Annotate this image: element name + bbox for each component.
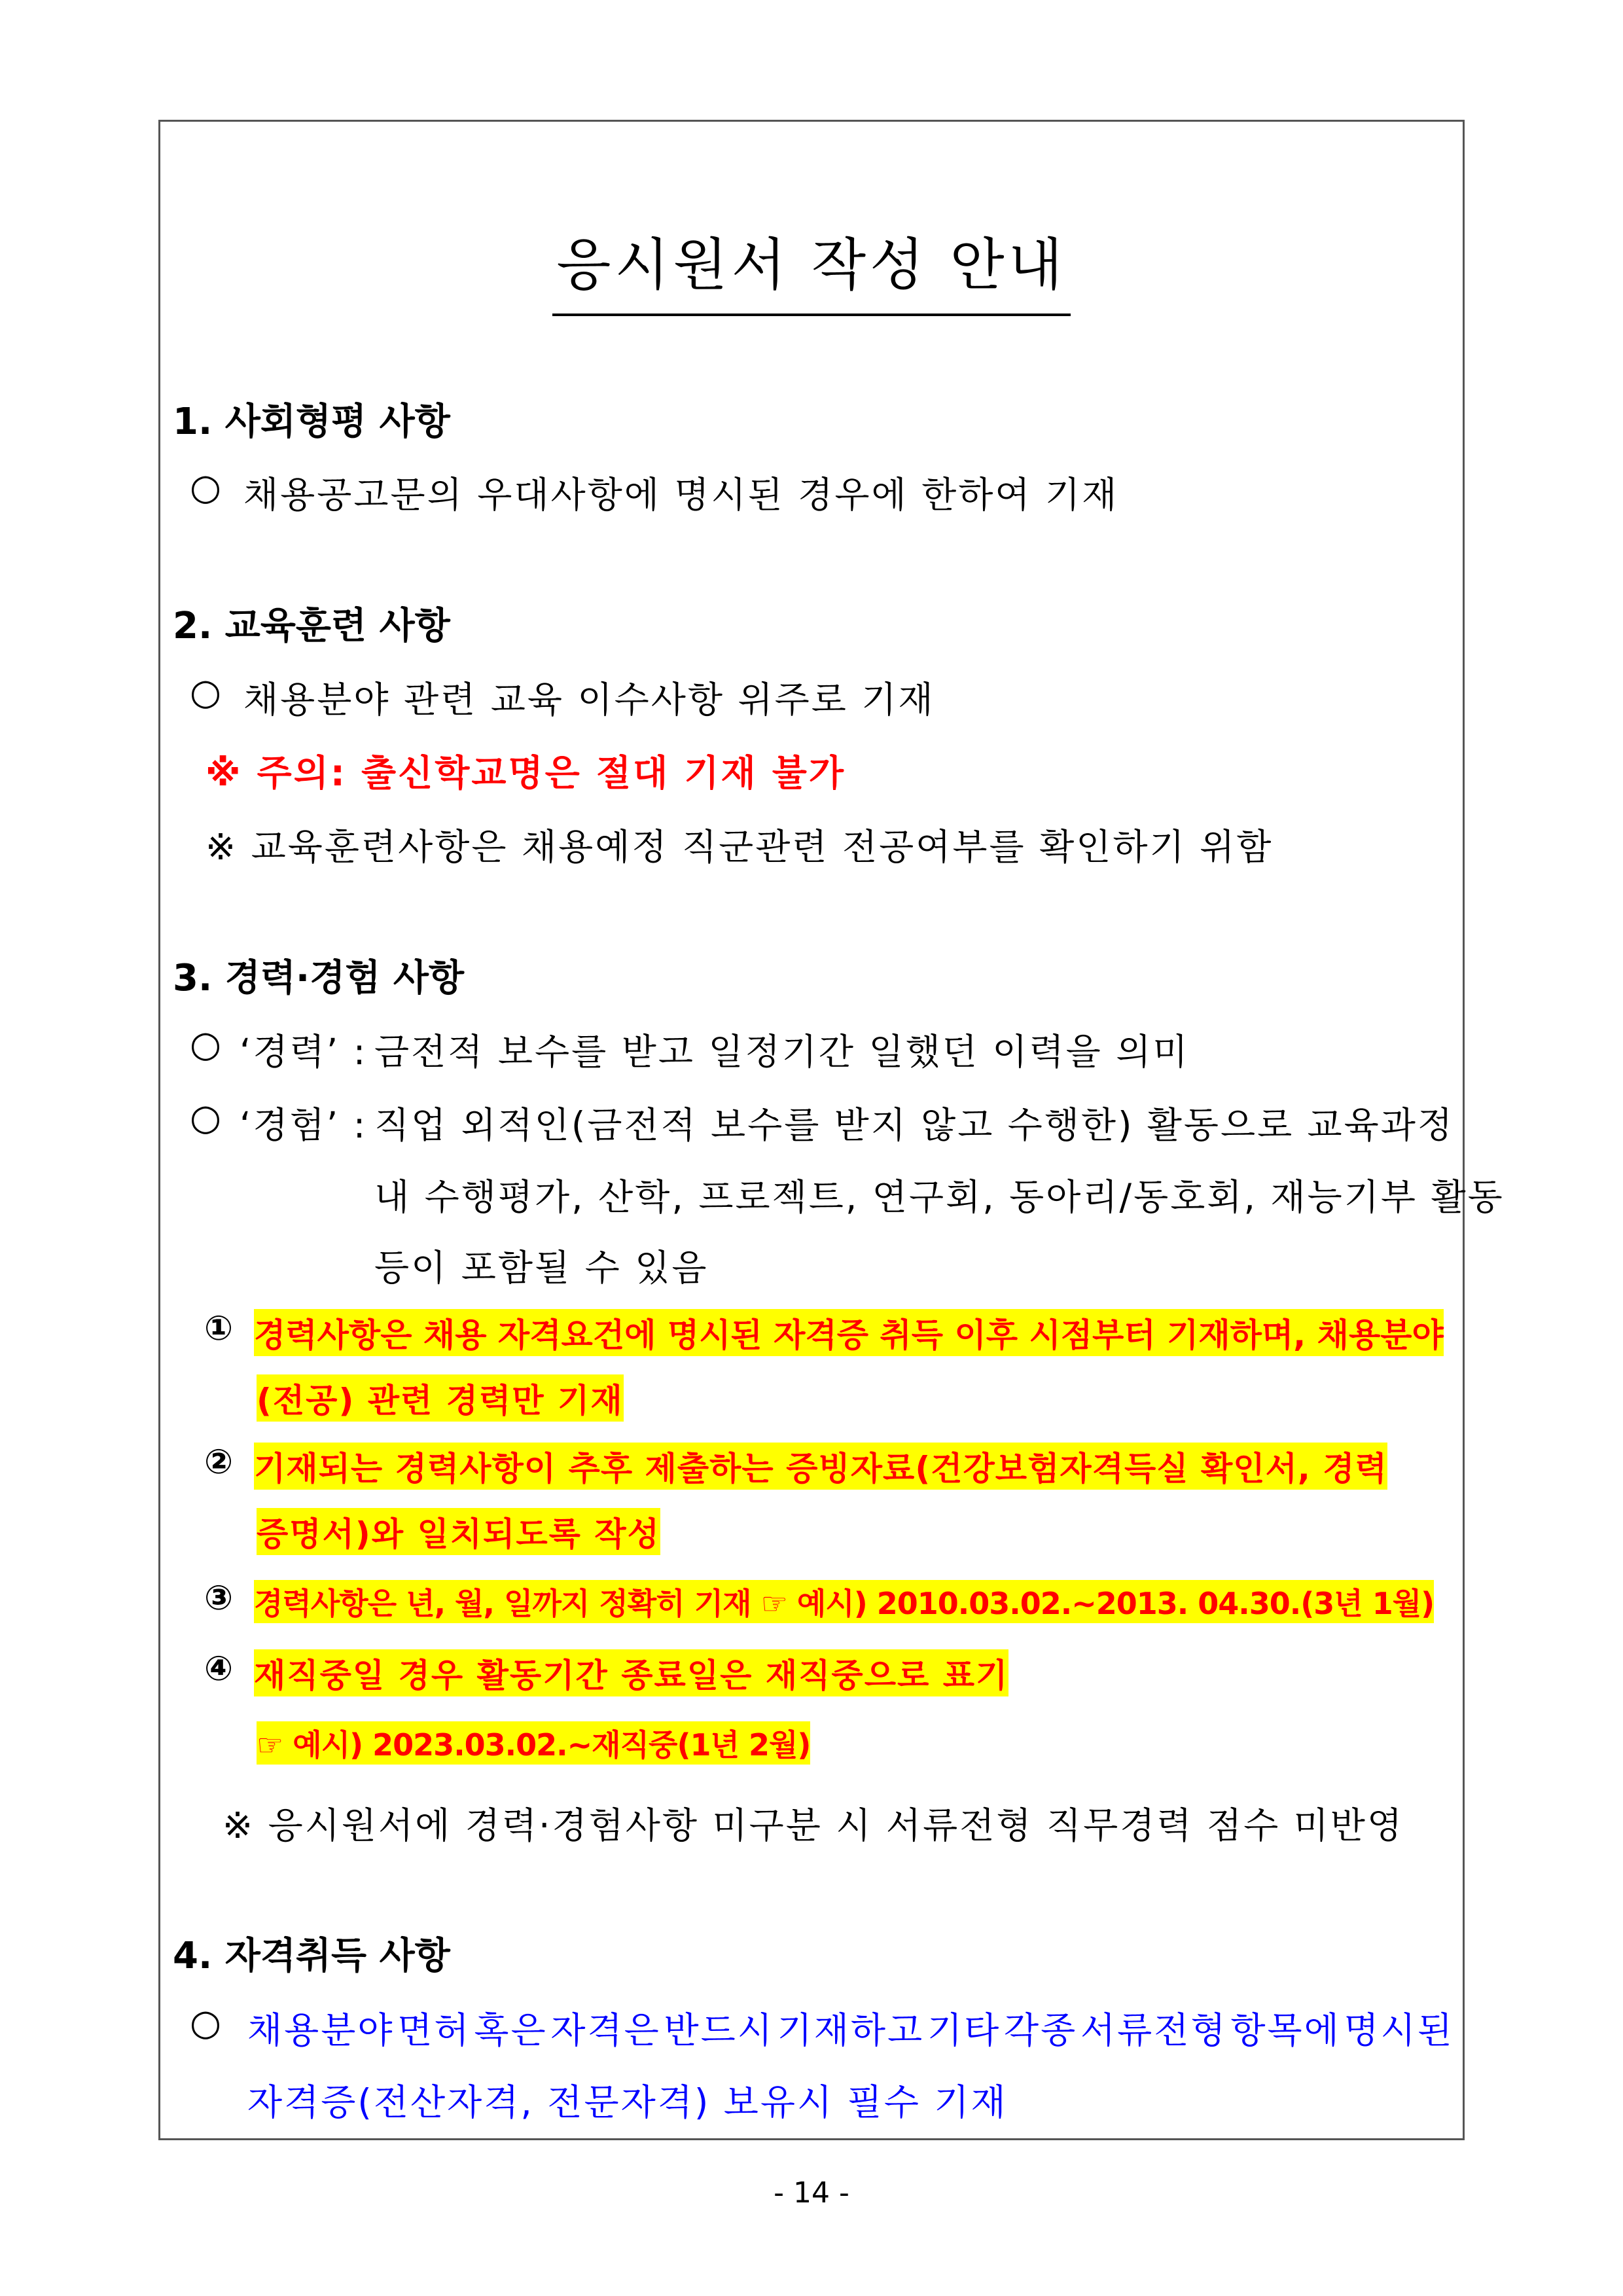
- bullet-icon: ○: [190, 1023, 223, 1065]
- career-rule-2-line-2: 증명서)와 일치되도록 작성: [257, 1508, 660, 1555]
- section-heading-certification: 4. 자격취득 사항: [173, 1935, 450, 1977]
- bullet-icon: ○: [190, 671, 223, 713]
- section-heading-education: 2. 교육훈련 사항: [173, 605, 450, 647]
- certification-line-2: 자격증(전산자격, 전문자격) 보유시 필수 기재: [247, 2081, 1008, 2123]
- experience-definition-line-3: 등이 포함될 수 있음: [374, 1247, 709, 1289]
- certification-line-1: 채용분야 면허 혹은 자격은 반드시 기재하고 기타 각종 서류전형 항목에 명시된: [247, 2009, 1454, 2051]
- item-number-1: ①: [204, 1309, 234, 1348]
- bullet-icon: ○: [190, 466, 223, 508]
- career-rule-1-line-2: (전공) 관련 경력만 기재: [257, 1374, 624, 1422]
- experience-definition-line-1: 직업 외적인(금전적 보수를 받지 않고 수행한) 활동으로 교육과정: [374, 1104, 1454, 1146]
- experience-term: ‘경험’ :: [240, 1104, 368, 1146]
- section-heading-career: 3. 경력·경험 사항: [173, 957, 465, 999]
- career-rule-2-line-1: 기재되는 경력사항이 추후 제출하는 증빙자료(건강보험자격득실 확인서, 경력: [254, 1443, 1387, 1490]
- bullet-icon: ○: [190, 1096, 223, 1138]
- item-number-3: ③: [204, 1579, 234, 1618]
- page-title: 응시원서 작성 안내: [0, 219, 1623, 316]
- page-number: - 14 -: [774, 2176, 849, 2210]
- career-definition: 금전적 보수를 받고 일정기간 일했던 이력을 의미: [374, 1031, 1190, 1073]
- education-line: 채용분야 관련 교육 이수사항 위주로 기재: [243, 679, 935, 721]
- section-heading-social-equity: 1. 사회형평 사항: [173, 401, 450, 443]
- bullet-icon: ○: [190, 2001, 223, 2043]
- item-number-4: ④: [204, 1649, 234, 1689]
- career-term: ‘경력’ :: [240, 1031, 368, 1073]
- experience-definition-line-2: 내 수행평가, 산학, 프로젝트, 연구회, 동아리/동호회, 재능기부 활동: [374, 1176, 1505, 1218]
- career-rule-1-line-1: 경력사항은 채용 자격요건에 명시된 자격증 취득 이후 시점부터 기재하며, 채용분야: [254, 1309, 1444, 1356]
- education-note: ※ 교육훈련사항은 채용예정 직군관련 전공여부를 확인하기 위함: [205, 826, 1274, 868]
- education-warning: ※ 주의: 출신학교명은 절대 기재 불가: [205, 752, 846, 794]
- career-rule-4-example: ☞ 예시) 2023.03.02.~재직중(1년 2월): [257, 1721, 810, 1765]
- item-number-2: ②: [204, 1443, 234, 1482]
- career-note: ※ 응시원서에 경력·경험사항 미구분 시 서류전형 직무경력 점수 미반영: [223, 1804, 1404, 1846]
- career-rule-4-line-1: 재직중일 경우 활동기간 종료일은 재직중으로 표기: [254, 1649, 1008, 1696]
- social-equity-line: 채용공고문의 우대사항에 명시된 경우에 한하여 기재: [243, 474, 1119, 516]
- career-rule-3: 경력사항은 년, 월, 일까지 정확히 기재 ☞ 예시) 2010.03.02.~2013. 04.30.(3년 1월): [254, 1580, 1434, 1623]
